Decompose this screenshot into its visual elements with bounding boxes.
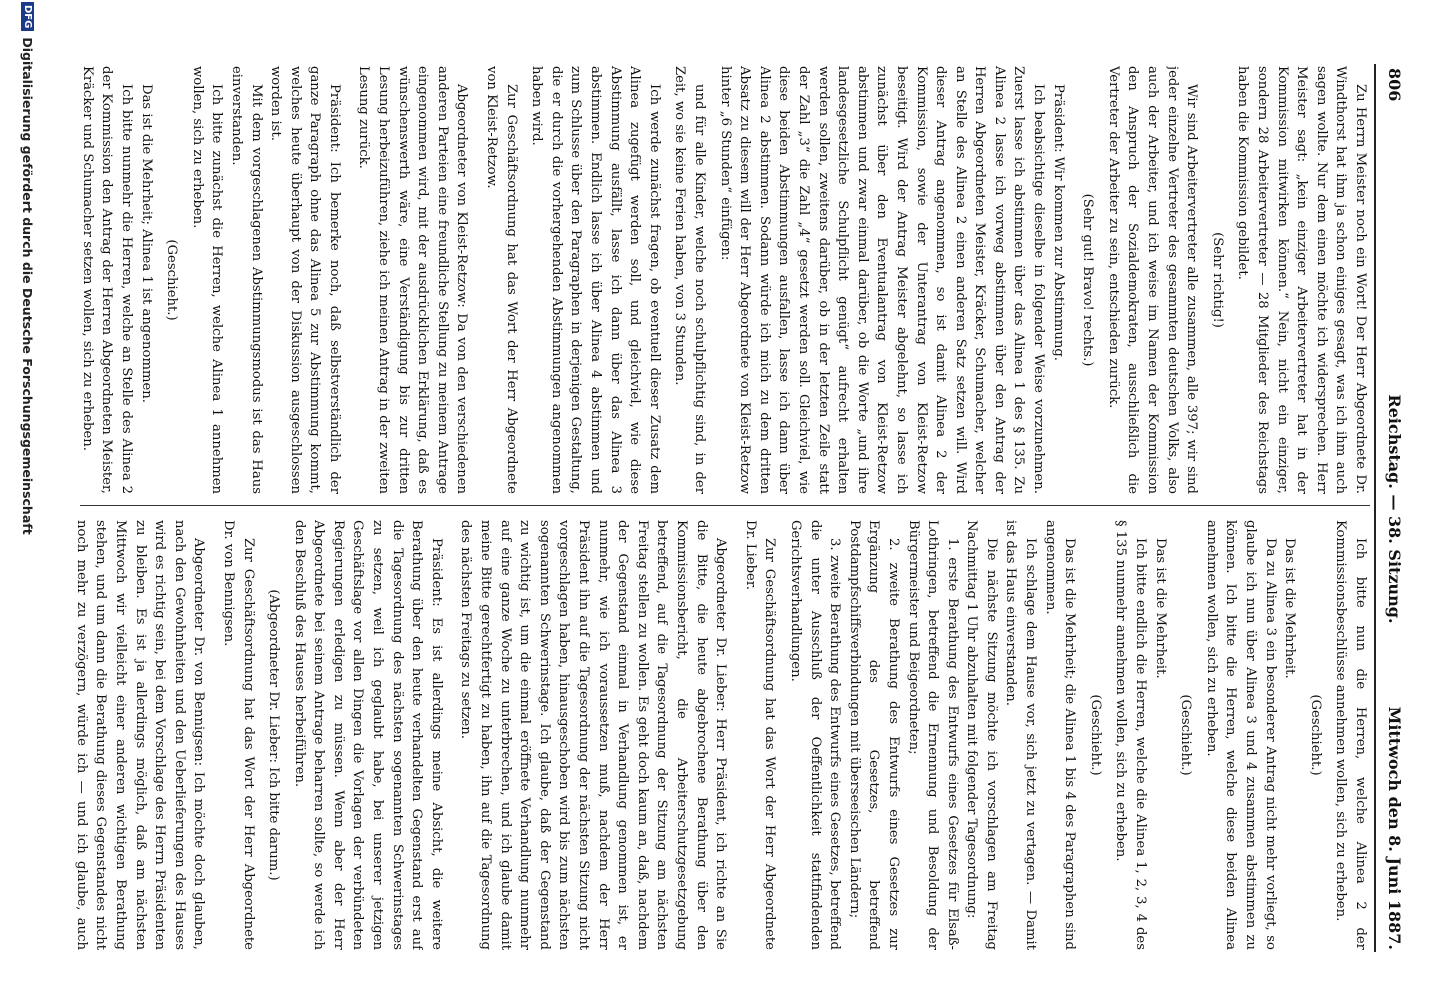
- agenda-item: 3. zweite Berathung des Entwurfs eines Gesetzes, betreffend die unter Ausschluß der Oeffentlichkeit stattfindenden Gerichtsverhandlungen.: [787, 520, 843, 950]
- paragraph: Abgeordneter Dr. von Bennigsen: Ich möchte doch glauben, nach den Gewohnheiten und den Ueberlieferungen des Hauses wird es richtig sein, bei dem Vorschlage des Herrn Präsidenten zu bleiben. Es ist ja allerdings möglich, daß am nächsten Mittwoch wir vielleicht einer anderen wichtigen Berathung stehen, und um dann die Berathung dieses Gegenstandes nicht noch mehr zu verzögern, würde ich — und ich glaube, auch: [73, 520, 207, 950]
- paragraph: Ich werde zunächst fragen, ob eventuell dieser Zusatz dem Alinea zugefügt werden soll, und gleichviel, wie diese Abstimmung ausfällt, lasse ich dann über das Alinea 3 abstimmen. Endlich lasse ich über Alinea 4 abstimmen und zum Schlusse über den Paragraphen in derjenigen Gestaltung, die er durch die vorhergehenden Abstimmungen angenommen haben wird.: [529, 66, 662, 494]
- paragraph: Das ist die Mehrheit.: [1282, 538, 1298, 679]
- paragraph: Das ist die Mehrheit.: [1152, 538, 1168, 679]
- paragraph: Ich schlage dem Hause vor, sich jetzt zu vertagen. — Damit ist das Haus einverstanden.: [1003, 520, 1039, 950]
- quoted-amendment: und für alle Kinder, welche noch schulpflichtig sind, in der Zeit, wo sie keine Ferien haben, von 3 Stunden.: [672, 66, 707, 494]
- header-rule: [1374, 64, 1376, 952]
- paragraph: Präsident: Ich bemerke noch, daß selbstverständlich der ganze Paragraph ohne das Alinea 5 zur Abstimmung kommt, welches heute überhaupt von der Diskussion ausgeschlossen worden ist.: [268, 66, 342, 494]
- header-date: Mittwoch den 8. Juni 1887.: [1385, 706, 1405, 950]
- interjection: (Sehr gut! Bravo! rechts.): [1080, 193, 1096, 367]
- interjection: [70, 66, 71, 494]
- paragraph: Ich bitte zunächst die Herren, welche Alinea 1 annehmen wollen, sich zu erheben.: [189, 66, 225, 494]
- interjection: (Geschieht.): [1087, 694, 1103, 776]
- paragraph: Die nächste Sitzung möchte ich vorschlagen am Freitag Nachmittag 1 Uhr abzuhalten mit folgender Tagesordnung:: [964, 520, 999, 950]
- column-divider: [80, 505, 1370, 506]
- paragraph: Zu Herrn Meister noch ein Wort! Der Herr Abgeordnete Dr. Windthorst hat ihm ja schon einiges gesagt, was ich ihm auch sagen wollte. Nur dem einen möchte ich widersprechen. Herr Meister sagt: „kein einziger Arbeitervertreter hat in der Kommission mitwirken können.“ Nein, nicht ein einziger, sondern 28 Arbeitervertreter — 28 Mitglieder des Reichstags haben die Kommission gebildet.: [1235, 66, 1368, 494]
- left-column: [70, 66, 1370, 494]
- interjection: (Geschieht.): [1178, 694, 1194, 776]
- paragraph: Ich bitte nun die Herren, welche Alinea 2 der Kommissionsbeschlüsse annehmen wollen, sich zu erheben.: [1333, 520, 1368, 950]
- paragraph: Mit dem vorgeschlagenen Abstimmungsmodus ist das Haus einverstanden.: [228, 66, 264, 494]
- paragraph: Zur Geschäftsordnung hat das Wort der Herr Abgeordnete Dr. Lieber.: [742, 520, 778, 950]
- digitization-footer: [16, 0, 40, 1000]
- paragraph: Das ist die Mehrheit; Alinea 1 ist angenommen.: [138, 84, 154, 403]
- interjection: (Abgeordneter Dr. Lieber: Ich bitte darum.): [266, 589, 282, 881]
- paragraph: Das ist die Mehrheit; die Alinea 1 bis 4 des Paragraphen sind angenommen.: [1042, 520, 1078, 950]
- paragraph: Zur Geschäftsordnung hat das Wort der Herr Abgeordnete von Kleist-Retzow.: [484, 66, 519, 494]
- interjection: (Sehr richtig!): [1209, 232, 1225, 328]
- header-title: Reichstag. — 38. Sitzung.: [1385, 394, 1405, 624]
- agenda-item: 1. erste Berathung des Entwurfs eines Gesetzes für Elsaß-Lothringen, betreffend die Ernennung und Besoldung der Bürgermeister und Beigeordneten;: [905, 520, 960, 950]
- interjection: (Geschieht.): [1307, 694, 1323, 776]
- paragraph: Da zu Alinea 3 ein besonderer Antrag nicht mehr vorliegt, so glaube ich nun über Alinea 3 und 4 zusammen abstimmen zu können. Ich bitte die Herren, welche diese beiden Alinea annehmen wollen, sich zu erheben.: [1203, 520, 1278, 950]
- paragraph: Abgeordneter Dr. Lieber: Herr Präsident, ich richte an Sie die Bitte, die heute abgebrochene Berathung über den Kommissionsbericht, die Arbeiterschutzgesetzgebung betreffend, auf die Tagesordnung der Sitzung am nächsten Freitag stellen zu wollen. Es geht doch kaum an, daß, nachdem der Gegenstand einmal in Verhandlung genommen ist, er nunmehr, wie ich voraussetzen muß, nachdem der Herr Präsident ihn auf die Tagesordnung der nächsten Sitzung nicht vorgeschlagen haben, hinausgeschoben wird bis zum nächsten sogenannten Schwerinstage. Ich glaube, daß der Gegenstand zu wichtig ist, um die einmal eröffnete Verhandlung nunmehr auf eine ganze Woche zu unterbrechen, und ich glaube damit meine Bitte gerechtfertigt zu haben, ihn auf die Tagesordnung des nächsten Freitags zu setzen.: [458, 520, 729, 950]
- paragraph: Ich beabsichtige dieselbe in folgender Weise vorzunehmen. Zuerst lasse ich abstimmen über das Alinea 1 des § 135. Zu Alinea 2 lasse ich vorweg abstimmen über den Antrag der Herren Abgeordneten Meister, Kräcker, Schumacher, welcher an Stelle des Alinea 2 einen anderen Satz setzen will. Wird dieser Antrag angenommen, so ist damit Alinea 2 der Kommission, sowie der Unterantrag von Kleist-Retzow beseitigt. Wird der Antrag Meister abgelehnt, so lasse ich zunächst über den Eventualantrag von Kleist-Retzow abstimmen und zwar einmal darüber, ob die Worte „und ihre landesgesetzliche Schulpflicht genügt“ aufrecht erhalten werden sollen, zweitens darüber, ob in der letzten Zeile statt der Zahl „3“ die Zahl „4“ gesetzt werden soll. Gleichviel, wie diese beiden Abstimmungen ausfallen, lasse ich dann über Alinea 2 abstimmen. Sodann würde ich mich zu dem dritten Absatz zu diesem will der Herr Abgeordnete von Kleist-Retzow hinter „6 Stunden“ einfügen:: [717, 66, 1047, 494]
- dfg-logo: DFG: [22, 2, 35, 31]
- paragraph: Ich bitte nunmehr die Herren, welche an Stelle des Alinea 2 der Kommission den Antrag der Herren Abgeordneten Meister, Kräcker und Schumacher setzen wollen, sich zu erheben.: [79, 66, 134, 494]
- paragraph: Wir sind Arbeitervertreter alle zusammen, alle 397; wir sind jeder einzelne Vertreter des gesammten deutschen Volks, also auch der Arbeiter, und ich weise im Namen der Kommission den Anspruch der Sozialdemokraten, ausschließlich die Vertreter der Arbeiter zu sein, entschieden zurück.: [1105, 66, 1200, 494]
- paragraph: Präsident: Wir kommen zur Abstimmung.: [1050, 84, 1066, 361]
- paragraph: Präsident: Es ist allerdings meine Absicht, die weitere Berathung über den heute verhandelten Gegenstand erst auf die Tagesordnung des nächsten sogenannten Schwerinstages zu setzen, weil ich geglaubt habe, bei unserer jetzigen Geschäftslage vor allen Dingen die Vorlagen der verbündeten Regierungen erledigen zu müssen. Wenn aber der Herr Abgeordnete bei seinem Antrage beharren sollte, so werde ich den Beschluß des Hauses herbeiführen.: [291, 520, 444, 950]
- page-header: [1378, 68, 1412, 950]
- interjection: (Geschieht.): [164, 239, 180, 321]
- paragraph: Zur Geschäftsordnung hat das Wort der Herr Abgeordnete Dr. von Bennigsen.: [220, 520, 256, 950]
- paragraph: Abgeordneter von Kleist-Retzow: Da von den verschiedenen anderen Parteien eine freundliche Stellung zu meinem Antrage eingenommen wird, mit der ausdrücklichen Erklärung, daß es wünschenswerth wäre, eine Verständigung bis zur dritten Lesung herbeizuführen, ziehe ich meinen Antrag in der zweiten Lesung zurück.: [356, 66, 470, 494]
- right-column: [70, 520, 1370, 950]
- paragraph: Ich bitte endlich die Herren, welche die Alinea 1, 2, 3, 4 des § 135 nunmehr annehmen wollen, sich zu erheben.: [1113, 520, 1149, 950]
- agenda-item: 2. zweite Berathung des Entwurfs eines Gesetzes zur Ergänzung des Gesetzes, betreffend Postdampfschiffsverbindungen mit überseeischen Ländern;: [846, 520, 901, 950]
- page-number: 806: [1385, 68, 1405, 102]
- digitization-note: Digitalisierung gefördert durch die Deutsche Forschungsgemeinschaft: [20, 37, 36, 535]
